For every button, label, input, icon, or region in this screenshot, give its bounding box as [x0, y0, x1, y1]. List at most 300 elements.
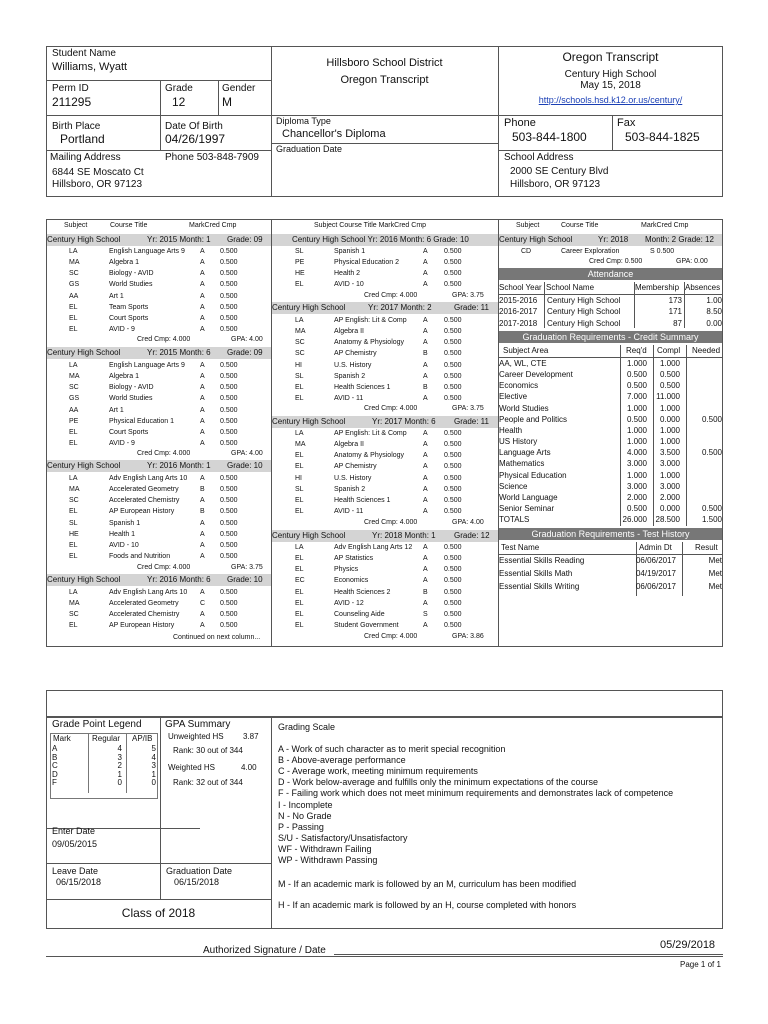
course-mark: A: [423, 259, 428, 267]
course-subject: EL: [295, 452, 304, 460]
course-subject: LA: [69, 248, 78, 255]
term-school: Century High School: [47, 575, 121, 584]
test-row: [499, 555, 722, 566]
course-row: [47, 427, 271, 438]
school-addr1: 2000 SE Century Blvd: [510, 166, 609, 177]
credit-row-cell: 1.000: [626, 403, 647, 413]
divider: [46, 115, 723, 116]
course-mark: A: [200, 541, 205, 549]
attendance-row-cell: Century High School: [547, 296, 621, 305]
student-name: Williams, Wyatt: [52, 61, 128, 73]
course-subject: EL: [295, 566, 304, 574]
course-row: [272, 246, 498, 257]
course-row: [47, 291, 271, 302]
grading-scale-line: WP - Withdrawn Passing: [278, 855, 378, 865]
course-subject: EL: [69, 541, 78, 549]
att-col: School Name: [546, 283, 595, 292]
term-year: Yr: 2016 Month: 1: [147, 461, 211, 470]
attendance-row: [499, 295, 722, 306]
course-subject: HE: [295, 270, 305, 278]
term-cred: Cred Cmp: 4.000: [137, 336, 191, 343]
course-title: Algebra 1: [109, 373, 139, 381]
course-subject: EL: [69, 314, 78, 322]
course-title: U.S. History: [334, 361, 372, 369]
term-header: [47, 347, 271, 359]
course-mark: A: [200, 326, 205, 334]
term-summary: [47, 563, 271, 573]
course-mark: A: [423, 270, 428, 278]
gpl-row-cell: 3: [117, 752, 122, 762]
credit-row-cell: 0.000: [659, 414, 680, 424]
course-row: [272, 257, 498, 268]
course-row: [272, 348, 498, 359]
course-credit: 0.500: [444, 566, 462, 574]
term-header: [272, 302, 498, 314]
course-row: [272, 268, 498, 279]
course-row: [272, 326, 498, 337]
credit-row: [499, 492, 722, 503]
course-subject: EL: [295, 281, 304, 289]
grading-scale-line: C - Average work, meeting minimum requirements: [278, 766, 478, 777]
attendance-row-cell: 173: [668, 296, 682, 305]
test-row-cell: Essential Skills Writing: [499, 582, 580, 591]
course-title: World Studies: [109, 395, 153, 403]
course-row: [47, 620, 271, 631]
test-row-cell: 06/06/2017: [635, 582, 676, 591]
credit-row-cell: 1.000: [626, 359, 647, 368]
credit-row-cell: 0.000: [659, 503, 680, 513]
term-cred: Cred Cmp: 4.000: [364, 519, 418, 526]
course-title: Economics: [334, 577, 369, 585]
enter-date: 09/05/2015: [52, 839, 98, 849]
col1-course-header: Course Title: [110, 222, 148, 229]
gpa-summary-title: GPA Summary: [165, 719, 231, 730]
test-history-title: Graduation Requirements - Test History: [499, 528, 722, 540]
att-col: Membership: [635, 283, 680, 292]
course-credit: 0.500: [444, 544, 462, 551]
course-mark: S: [423, 610, 428, 618]
term-grade: Grade: 09: [227, 348, 263, 357]
course-subject: SL: [295, 248, 304, 255]
course-subject: EL: [295, 508, 304, 516]
course-title: Physics: [334, 566, 359, 574]
credit-row-cell: 1.000: [659, 403, 680, 413]
gpl-row-cell: 0: [151, 778, 156, 788]
course-subject: SC: [69, 497, 79, 505]
phone-label: Phone: [504, 117, 536, 129]
credit-row: [499, 403, 722, 414]
course-title: AP European History: [109, 622, 175, 630]
credit-row: [499, 414, 722, 425]
course-row: [47, 495, 271, 506]
course-title: Accelerated Geometry: [109, 486, 179, 494]
phone-value: 503-844-1800: [512, 130, 587, 144]
course-credit: 0.500: [220, 541, 238, 549]
course-mark: A: [200, 589, 205, 596]
course-credit: 0.500: [220, 475, 238, 482]
course-row: [47, 587, 271, 598]
attendance-row-cell: Century High School: [547, 307, 621, 317]
credit-row-cell: 2.000: [626, 492, 647, 502]
mailing-address-label: Mailing Address: [50, 152, 121, 163]
gpl-row-cell: 3: [151, 761, 156, 771]
course-subject: LA: [69, 589, 78, 596]
credit-row-cell: US History: [499, 437, 538, 447]
course-credit: 0.500: [220, 362, 238, 369]
course-title: Career Exploration: [561, 248, 620, 255]
weighted-value: 4.00: [241, 763, 257, 772]
credit-row: [499, 458, 722, 469]
course-mark: A: [200, 553, 205, 561]
credit-row-cell: 1.000: [659, 359, 680, 368]
term-cred: Cred Cmp: 4.000: [137, 564, 191, 571]
course-credit: 0.500: [444, 508, 462, 516]
course-subject: EL: [295, 383, 304, 391]
birth-place: Portland: [60, 132, 105, 146]
course-credit: 0.500: [444, 248, 462, 255]
gpl-row-cell: 1: [117, 769, 122, 779]
gpl-col: Mark: [53, 734, 71, 743]
credit-row: [499, 436, 722, 447]
unweighted-label: Unweighted HS: [168, 732, 224, 741]
course-credit: 0.500: [220, 497, 238, 505]
gpl-row-cell: A: [52, 744, 58, 753]
course-credit: 0.500: [220, 519, 238, 527]
course-subject: EL: [69, 440, 78, 448]
course-mark: C: [200, 600, 206, 608]
term-school: Century High School: [272, 417, 346, 426]
course-title: Team Sports: [109, 303, 149, 311]
course-subject: SL: [295, 485, 304, 493]
course-row: [47, 529, 271, 540]
diploma-type: Chancellor's Diploma: [282, 128, 386, 140]
credit-col: Compl: [657, 346, 681, 355]
honors-note: H - If an academic mark is followed by an H, course completed with honors: [278, 900, 577, 910]
test-row-cell: Essential Skills Math: [499, 569, 573, 578]
course-subject: MA: [295, 328, 306, 336]
course-mark: A: [200, 475, 205, 482]
course-mark: A: [200, 248, 205, 255]
unweighted-rank: Rank: 30 out of 344: [173, 746, 243, 755]
credit-row-cell: World Studies: [499, 403, 549, 413]
course-mark: A: [200, 428, 205, 436]
test-col: Test Name: [501, 543, 540, 552]
test-row-cell: Met: [708, 582, 722, 591]
course-title: AVID - 10: [334, 281, 364, 289]
credit-row-cell: 3.000: [659, 459, 680, 469]
term-cred: Cred Cmp: 0.500: [589, 258, 643, 265]
term-grade: Grade: 12: [454, 531, 490, 540]
course-subject: EL: [69, 428, 78, 436]
course-title: Algebra 1: [109, 259, 139, 267]
course-subject: GS: [69, 395, 80, 403]
term-school: Century High School: [499, 235, 573, 244]
credit-row-cell: 3.000: [626, 459, 647, 469]
term-cred: Cred Cmp: 4.000: [137, 450, 191, 457]
course-subject: SC: [69, 384, 79, 392]
term-summary: [272, 518, 498, 528]
course-mark: A: [423, 474, 428, 482]
course-mark: A: [423, 372, 428, 380]
term-school: Century High School: [47, 235, 121, 244]
course-row: [272, 620, 498, 631]
credit-row-cell: 28.500: [655, 515, 680, 525]
course-title: Foods and Nutrition: [109, 553, 171, 561]
term-gpa: GPA: 4.00: [231, 450, 263, 457]
gpl-header: [50, 733, 158, 744]
credit-row: [499, 380, 722, 391]
course-credit: 0.500: [220, 270, 238, 278]
term-year: Yr: 2018: [598, 235, 629, 244]
course-row: [272, 279, 498, 290]
course-title: Adv English Lang Arts 10: [109, 589, 188, 596]
course-subject: HI: [295, 474, 302, 482]
course-subject: SC: [69, 270, 79, 278]
course-credit: 0.500: [444, 588, 462, 596]
course-row: [272, 360, 498, 371]
test-row-cell: Essential Skills Reading: [499, 556, 585, 565]
grade-point-legend-title: Grade Point Legend: [52, 719, 142, 730]
course-title: Adv English Lang Arts 12: [334, 544, 413, 551]
course-title: Court Sports: [109, 428, 149, 436]
course-subject: EL: [295, 599, 304, 607]
term-cred: Cred Cmp: 4.000: [364, 292, 418, 299]
course-credit: 0.500: [220, 600, 238, 608]
term-year: Yr: 2017 Month: 6: [372, 417, 436, 426]
course-mark: A: [423, 599, 428, 607]
term-gpa: GPA: 0.00: [676, 258, 708, 265]
course-title: AP English: Lit & Comp: [334, 430, 407, 437]
diploma-type-label: Diploma Type: [276, 116, 331, 126]
course-mark: A: [423, 622, 428, 630]
course-title: Student Government: [334, 622, 399, 630]
credit-row-cell: 1.000: [659, 425, 680, 435]
term-gpa: GPA: 3.75: [231, 564, 263, 571]
course-subject: EL: [295, 555, 304, 563]
course-row: [272, 506, 498, 517]
credit-row-cell: 1.000: [659, 437, 680, 447]
course-credit: 0.500: [220, 373, 238, 381]
attendance-row-cell: 0.00: [706, 318, 722, 328]
perm-id-label: Perm ID: [52, 83, 89, 94]
divider: [160, 863, 161, 899]
credit-row-cell: 0.500: [659, 381, 680, 391]
course-credit: 0.500: [444, 350, 462, 358]
term-gpa: GPA: 3.75: [452, 292, 484, 299]
enter-date-label: Enter Date: [52, 826, 96, 836]
term-summary: [47, 335, 271, 345]
attendance-row-cell: 87: [673, 318, 682, 328]
course-credit: 0.500: [220, 395, 238, 403]
test-header: [499, 542, 722, 553]
course-title: Anatomy & Physiology: [334, 452, 405, 460]
leave-date-label: Leave Date: [52, 866, 99, 876]
course-mark: A: [423, 555, 428, 563]
course-credit: 0.500: [444, 496, 462, 504]
divider: [46, 150, 271, 151]
transcript-title: Oregon Transcript: [562, 50, 659, 64]
fax-label: Fax: [617, 117, 636, 129]
term-summary: [272, 291, 498, 301]
course-row: [272, 609, 498, 620]
course-title: Spanish 2: [334, 485, 366, 493]
credit-row-cell: 11.000: [656, 392, 680, 402]
course-mark: A: [423, 485, 428, 493]
credit-row-cell: 7.000: [626, 392, 647, 402]
col2-header: Subject Course Title MarkCred Cmp: [314, 222, 427, 229]
course-mark: A: [200, 373, 205, 381]
term-cred: Cred Cmp: 4.000: [364, 405, 418, 412]
course-title: Court Sports: [109, 314, 149, 322]
col3-subject-header: Subject: [516, 222, 540, 229]
course-subject: GS: [69, 281, 80, 289]
course-mark: A: [200, 362, 205, 369]
term-gpa: GPA: 3.75: [452, 405, 484, 412]
course-credit: 0.500: [444, 622, 462, 630]
divider: [160, 80, 161, 150]
signature-line[interactable]: [334, 954, 723, 955]
course-row: [47, 405, 271, 416]
credit-col: Req'd: [626, 346, 647, 355]
course-subject: LA: [295, 430, 304, 437]
mailing-line1: 6844 SE Moscato Ct: [52, 167, 144, 178]
course-markcred: S 0.500: [650, 248, 675, 255]
course-subject: MA: [69, 259, 80, 267]
perm-id: 211295: [52, 95, 92, 109]
credit-summary-title: Graduation Requirements - Credit Summary: [499, 331, 722, 343]
course-title: AVID - 11: [334, 395, 364, 403]
course-title: AP Chemistry: [334, 350, 377, 358]
school-name: Century High School: [564, 69, 657, 80]
course-title: Art 1: [109, 406, 124, 414]
gpl-row-cell: D: [52, 769, 58, 779]
graduation-date-label: Graduation Date: [276, 144, 343, 154]
credit-row: [499, 369, 722, 380]
term-year: Yr: 2018 Month: 1: [372, 531, 436, 540]
course-row: [272, 495, 498, 506]
course-mark: B: [423, 350, 428, 358]
term-school: Century High School: [47, 461, 121, 470]
attendance-row-cell: 2017-2018: [499, 318, 538, 328]
test-row: [499, 568, 722, 579]
course-credit: 0.500: [444, 577, 462, 585]
course-subject: HI: [295, 361, 302, 369]
course-subject: MA: [69, 373, 80, 381]
term-header: [272, 234, 498, 246]
col1-markcred-header: MarkCred Cmp: [189, 222, 237, 229]
course-mark: A: [200, 611, 205, 619]
course-title: Accelerated Chemistry: [109, 497, 180, 505]
credit-col: Subject Area: [503, 346, 549, 355]
term-header: [272, 416, 498, 428]
course-subject: EL: [69, 303, 78, 311]
course-row: [272, 315, 498, 326]
course-subject: EL: [69, 622, 78, 630]
course-subject: EL: [69, 326, 78, 334]
divider: [218, 80, 219, 115]
grading-scale-line: P - Passing: [278, 821, 324, 832]
course-row: [47, 393, 271, 404]
grad-date-label: Graduation Date: [166, 866, 233, 876]
credit-row: [499, 514, 722, 525]
grading-scale-line: A - Work of such character as to merit special recognition: [278, 744, 506, 754]
course-credit: 0.500: [220, 259, 238, 267]
course-row: [47, 598, 271, 609]
leave-date: 06/15/2018: [56, 877, 102, 887]
course-credit: 0.500: [220, 326, 238, 334]
student-name-label: Student Name: [52, 48, 116, 59]
course-row: [47, 473, 271, 484]
course-subject: LA: [69, 362, 78, 369]
course-subject: SL: [69, 519, 78, 527]
credit-row-cell: People and Politics: [499, 414, 568, 424]
course-subject: EL: [295, 622, 304, 630]
credit-row-cell: 0.500: [701, 414, 722, 424]
credit-row-cell: 1.000: [626, 425, 647, 435]
credit-row: [499, 503, 722, 514]
course-mark: B: [423, 588, 428, 596]
credit-row-cell: World Language: [499, 492, 558, 502]
credit-row-cell: 3.000: [626, 481, 647, 491]
course-row: [272, 564, 498, 575]
district-name: Hillsboro School District: [326, 57, 443, 69]
course-subject: MA: [69, 486, 80, 494]
school-addr2: Hillsboro, OR 97123: [510, 179, 601, 190]
term-grade: Grade: 11: [454, 303, 489, 312]
course-credit: 0.500: [444, 361, 462, 369]
course-credit: 0.500: [444, 599, 462, 607]
credit-header: [499, 345, 722, 356]
course-credit: 0.500: [220, 428, 238, 436]
course-mark: A: [200, 497, 205, 505]
credit-row-cell: Elective: [499, 392, 528, 402]
attendance-row-cell: 2015-2016: [499, 296, 538, 305]
credit-row-cell: 26.000: [622, 515, 647, 525]
credit-col: Needed: [692, 346, 721, 355]
course-subject: SC: [295, 339, 305, 347]
course-mark: A: [200, 622, 205, 630]
course-row: [47, 518, 271, 529]
course-credit: 0.500: [220, 406, 238, 414]
course-credit: 0.500: [444, 328, 462, 336]
course-mark: A: [423, 361, 428, 369]
course-credit: 0.500: [220, 248, 238, 255]
gpl-row-cell: 5: [151, 744, 156, 753]
course-mark: A: [200, 406, 205, 414]
gpl-row-cell: C: [52, 761, 58, 771]
course-mark: A: [200, 314, 205, 322]
continued-note: Continued on next column...: [173, 634, 261, 641]
course-mark: A: [200, 395, 205, 403]
credit-row-cell: Physical Education: [499, 470, 567, 480]
dob-label: Date Of Birth: [165, 121, 223, 132]
course-row: [47, 484, 271, 495]
credit-row-cell: AA, WL, CTE: [499, 359, 547, 368]
course-mark: A: [423, 328, 428, 336]
course-row: [272, 575, 498, 586]
term-cred: Cred Cmp: 4.000: [364, 633, 418, 640]
course-credit: 0.500: [220, 303, 238, 311]
term-school: Century High School: [47, 348, 121, 357]
course-row: [272, 587, 498, 598]
school-url-link[interactable]: http://schools.hsd.k12.or.us/century/: [538, 95, 683, 105]
course-mark: B: [423, 383, 428, 391]
course-subject: SC: [295, 350, 305, 358]
credit-row-cell: 3.000: [659, 481, 680, 491]
course-row: [47, 540, 271, 551]
course-row: [272, 542, 498, 553]
term-year: Yr: 2017 Month: 2: [368, 303, 432, 312]
